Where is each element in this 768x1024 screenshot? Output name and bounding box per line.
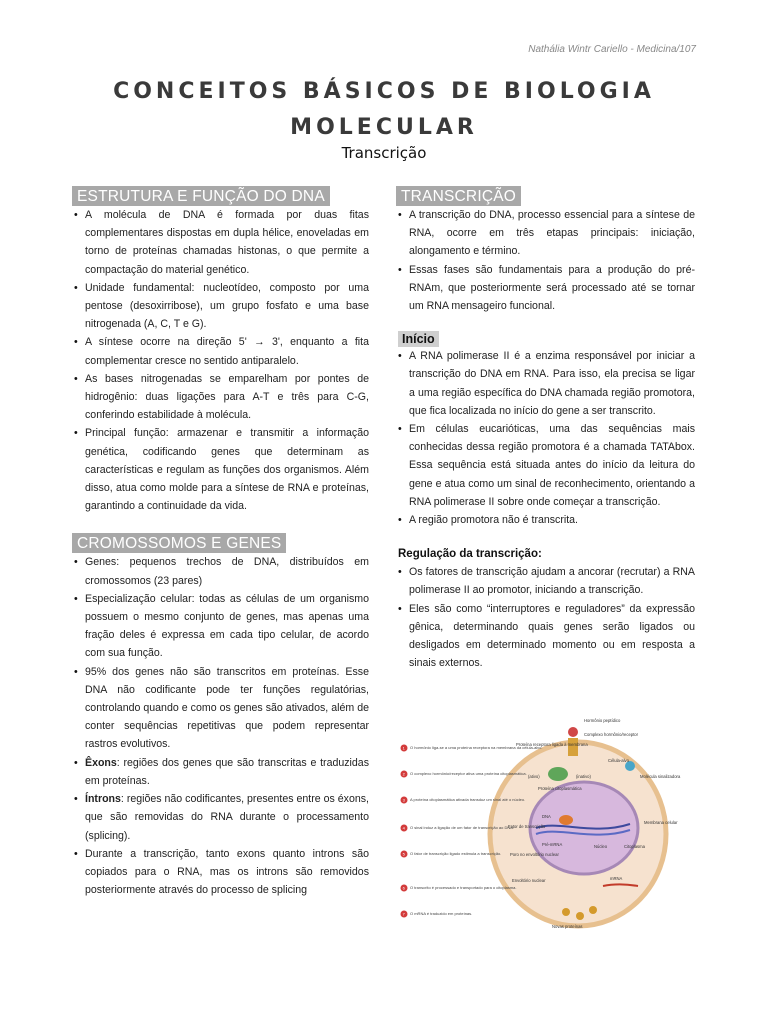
title-line-1: CONCEITOS BÁSICOS DE BIOLOGIA [113, 79, 655, 104]
author-note: Nathália Wintr Cariello - Medicina/107 [528, 44, 696, 55]
label-complexo: Complexo hormônio/receptor [584, 732, 638, 737]
cytoplasmic-protein [548, 767, 568, 781]
svg-text:3: 3 [402, 797, 405, 803]
label-novas-proteinas: Novas proteínas [552, 924, 583, 929]
svg-text:1: 1 [402, 745, 405, 751]
label-molecula: Molécula sinalizadora [640, 774, 681, 779]
step-1-text: O hormônio liga-se a uma proteína receptora na membrana da célula-alvo. [410, 745, 543, 750]
list-item: • Em células eucarióticas, uma das sequências mais conhecidas dessa região promotora é a chamada TATAbox. Essa sequência está situada antes do início da leitura do gene e atua como um sinal de reconhecimento, orientando a RNA polimerase II sobre onde começar a transcrição. [398, 420, 695, 511]
subheading-regulacao: Regulação da transcrição: [398, 548, 542, 561]
new-protein [562, 908, 570, 916]
list-item-introns [74, 790, 369, 845]
transcricao-list [398, 206, 695, 315]
list-item: • Unidade fundamental: nucleotídeo, composto por uma pentose (desoxirribose), um grupo fosfato e uma base nitrogenada (A, C, T e G). [74, 279, 369, 334]
step-5-text: O fator de transcrição ligado estimula a transcrição. [410, 851, 502, 856]
inicio-list [398, 347, 695, 529]
list-item: • Essas fases são fundamentais para a produção do pré-RNAm, que posteriormente será processado até se tornar um RNA mensageiro funcional. [398, 261, 695, 316]
new-protein [576, 912, 584, 920]
list-item: • Especialização celular: todas as células de um organismo possuem o mesmo conjunto de genes, mas apenas uma fração deles é expressa em cada tipo celular, de acordo com sua função. [74, 590, 369, 663]
svg-text:7: 7 [402, 911, 405, 917]
list-item: • Genes: pequenos trechos de DNA, distribuídos em cromossomos (23 pares) [74, 553, 369, 589]
list-item: • A molécula de DNA é formada por duas fitas complementares dispostas em dupla hélice, enoveladas em torno de proteínas chamadas histonas, o que permite a compactação do material genético. [74, 206, 369, 279]
right-column [398, 186, 695, 672]
label-dna: DNA [542, 814, 551, 819]
label-inativo: (inativo) [576, 774, 591, 779]
label-envoltorio: Envoltório nuclear [512, 878, 546, 883]
list-item: • Os fatores de transcrição ajudam a ancorar (recrutar) a RNA polimerase II ao promotor, iniciando a transcrição. [398, 563, 695, 599]
list-item-exons [74, 754, 369, 790]
list-item: • Principal função: armazenar e transmitir a informação genética, codificando genes que determinam as características e regulam as funções dos organismos. Além disso, atua como molde para a síntese de RNA e proteínas, garantindo a continuidade da vida. [74, 424, 369, 515]
regulacao-list [398, 563, 695, 672]
list-item: • Durante a transcrição, tanto exons quanto introns são copiados para o RNA, mas os introns são removidos posteriormente através do processo de splicing [74, 845, 369, 900]
step-3-text: A proteína citoplasmática ativada transduz um sinal até o núcleo. [410, 797, 526, 802]
peptide-hormone [568, 727, 578, 737]
step-7-text: O mRNA é traduzido em proteínas. [410, 911, 473, 916]
label-citoplasma: Citoplasma [624, 844, 645, 849]
section-heading-dna: ESTRUTURA E FUNÇÃO DO DNA [72, 186, 330, 206]
label-poro: Poro no envoltório nuclear [510, 852, 559, 857]
label-membrana: Membrana celular [644, 820, 678, 825]
label-receptor: Proteína receptora ligada à membrana [516, 742, 588, 747]
svg-text:4: 4 [402, 825, 405, 831]
transcription-regulation-figure [398, 716, 686, 944]
subheading-inicio: Início [398, 331, 439, 347]
label-proteina-cito: Proteína citoplasmática [538, 786, 582, 791]
introns-term: Íntrons [85, 793, 121, 806]
section-heading-cromossomos: CROMOSSOMOS E GENES [72, 533, 286, 553]
svg-text:6: 6 [402, 885, 405, 891]
label-celula-alvo: Célula-alvo [608, 758, 629, 763]
list-item: • A transcrição do DNA, processo essencial para a síntese de RNA, ocorre em três etapas principais: iniciação, alongamento e término. [398, 206, 695, 261]
label-mrna: mRNA [610, 876, 623, 881]
list-item: • A RNA polimerase II é a enzima responsável por iniciar a transcrição do DNA em RNA. Para isso, ela precisa se ligar a uma região específica do DNA chamada região promotora, que fica localizada no início do gene a ser transcrito. [398, 347, 695, 420]
transcription-factor [559, 815, 573, 825]
list-item: • A região promotora não é transcrita. [398, 511, 695, 529]
page-title [0, 74, 768, 146]
label-pre-mrna: Pré-mRNA [542, 842, 563, 847]
exons-term: Êxons [85, 756, 117, 769]
label-hormonio: Hormônio peptídico [584, 718, 621, 723]
step-4-text: O sinal induz a ligação de um fator de transcrição ao DNA. [410, 825, 515, 830]
title-line-2: MOLECULAR [290, 115, 478, 140]
list-item: • As bases nitrogenadas se emparelham por pontes de hidrogênio: duas ligações para A-T e três para C-G, conferindo estabilidade à molécula. [74, 370, 369, 425]
list-item: • Eles são como “interruptores e reguladores” da expressão gênica, determinando quais genes serão ligados ou desligados em determinado momento ou em resposta a sinais externos. [398, 600, 695, 673]
list-item: • 95% dos genes não são transcritos em proteínas. Esse DNA não codificante pode ter funções regulatórias, controlando quando e como os genes são ativados, além de conter sequências repetitivas que podem representar rastros evolutivos. [74, 663, 369, 754]
svg-text:5: 5 [402, 851, 405, 857]
label-ativo: (ativo) [528, 774, 540, 779]
introns-text: : regiões não codificantes, presentes entre os éxons, que são removidas do RNA durante o processamento (splicing). [85, 793, 369, 842]
page-subtitle: Transcrição [341, 144, 427, 162]
dna-list [74, 206, 369, 515]
step-6-text: O transcrito é processado e transportado para o citoplasma. [410, 885, 517, 890]
section-heading-transcricao: TRANSCRIÇÃO [396, 186, 521, 206]
list-item: • A síntese ocorre na direção 5' → 3', enquanto a fita complementar cresce no sentido antiparalelo. [74, 333, 369, 369]
cromossomos-list [74, 553, 369, 899]
exons-text: : regiões dos genes que são transcritas e traduzidas em proteínas. [85, 756, 369, 787]
step-2-text: O complexo hormônio/receptor ativa uma proteína citoplasmática. [410, 771, 527, 776]
label-fator: Fator de transcrição [508, 824, 546, 829]
label-nucleo: Núcleo [594, 844, 608, 849]
membrane-receptor [568, 738, 578, 756]
new-protein [589, 906, 597, 914]
left-column [74, 186, 369, 899]
svg-text:2: 2 [402, 771, 405, 777]
